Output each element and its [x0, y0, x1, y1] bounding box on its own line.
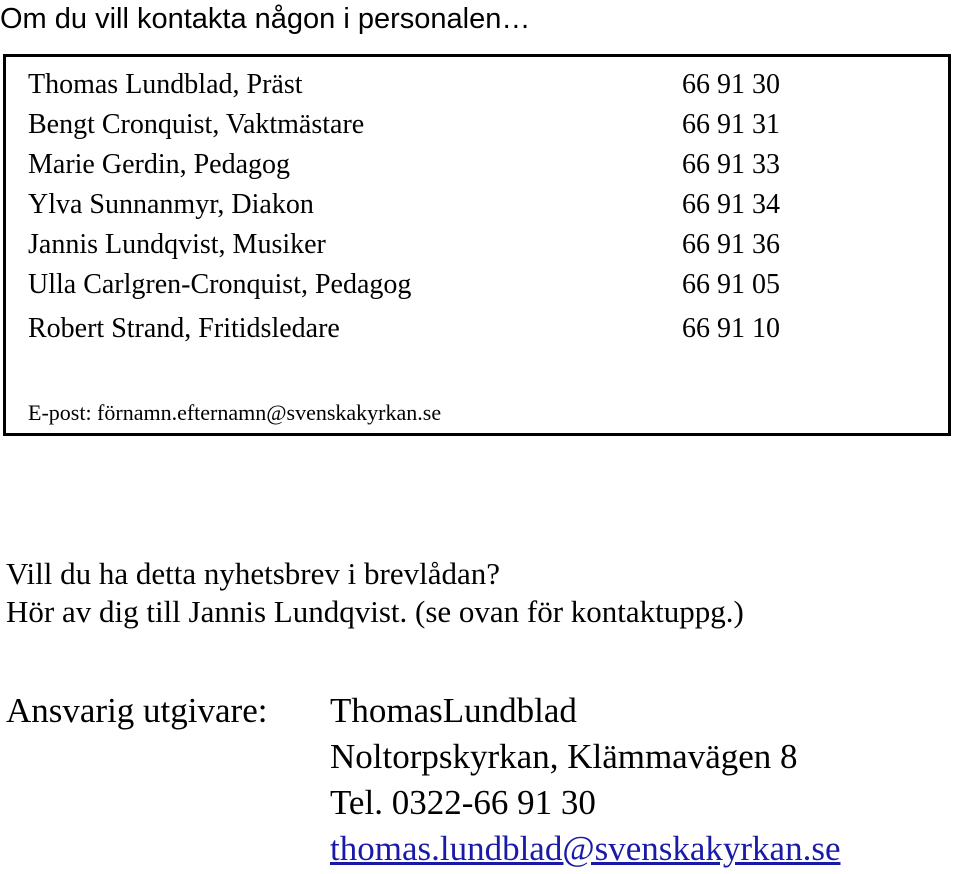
email-format-note: E-post: förnamn.efternamn@svenskakyrkan.se [28, 400, 442, 425]
staff-phone: 66 91 33 [682, 149, 780, 180]
staff-phone: 66 91 36 [682, 229, 780, 260]
staff-phone: 66 91 34 [682, 189, 780, 220]
staff-name: Ylva Sunnanmyr, Diakon [28, 189, 314, 220]
staff-name: Robert Strand, Fritidsledare [28, 313, 340, 344]
page-heading: Om du vill kontakta någon i personalen… [0, 3, 531, 35]
publisher-address: Noltorpskyrkan, Klämmavägen 8 [330, 737, 798, 776]
staff-phone: 66 91 05 [682, 269, 780, 300]
staff-name: Thomas Lundblad, Präst [28, 69, 303, 100]
publisher-label: Ansvarig utgivare: [6, 691, 268, 730]
publisher-phone: Tel. 0322-66 91 30 [330, 783, 596, 822]
staff-name: Jannis Lundqvist, Musiker [28, 229, 326, 260]
staff-name: Marie Gerdin, Pedagog [28, 149, 291, 180]
staff-name: Ulla Carlgren-Cronquist, Pedagog [28, 269, 412, 300]
staff-phone: 66 91 10 [682, 313, 780, 344]
staff-contact-box [3, 54, 951, 436]
staff-phone: 66 91 30 [682, 69, 780, 100]
staff-name: Bengt Cronquist, Vaktmästare [28, 109, 365, 140]
newsletter-instruction: Hör av dig till Jannis Lundqvist. (se ovan för kontaktuppg.) [6, 594, 744, 629]
newsletter-question: Vill du ha detta nyhetsbrev i brevlådan? [6, 556, 500, 591]
publisher-email-link[interactable]: thomas.lundblad@svenskakyrkan.se [330, 829, 841, 868]
staff-phone: 66 91 31 [682, 109, 780, 140]
publisher-name: ThomasLundblad [330, 691, 577, 730]
